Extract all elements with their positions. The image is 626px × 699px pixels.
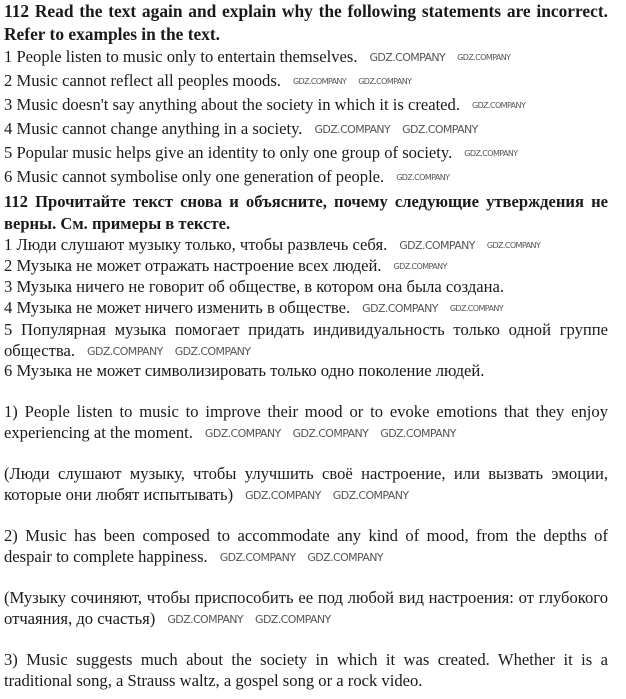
english-item: 5 Popular music helps give an identity to only one group of society. bbox=[4, 143, 453, 162]
answer-1-block bbox=[4, 401, 608, 443]
watermark: GDZ.COMPANY bbox=[174, 345, 251, 359]
watermark: GDZ.COMPANY bbox=[393, 262, 447, 272]
watermark: GDZ.COMPANY bbox=[245, 489, 321, 503]
watermark: GDZ.COMPANY bbox=[472, 101, 526, 111]
russian-item-row bbox=[4, 319, 608, 361]
watermark: GDZ.COMPANY bbox=[399, 239, 475, 253]
russian-item-row bbox=[4, 256, 608, 276]
watermark: GDZ.COMPANY bbox=[167, 613, 244, 627]
answer-2-block bbox=[4, 525, 608, 567]
watermark: GDZ.COMPANY bbox=[307, 551, 384, 565]
watermark: GDZ.COMPANY bbox=[396, 173, 450, 183]
english-item-row bbox=[4, 167, 608, 187]
watermark: GDZ.COMPANY bbox=[332, 489, 409, 503]
watermark: GDZ.COMPANY bbox=[449, 304, 504, 314]
english-item: 2 Music cannot reflect all peoples moods. bbox=[4, 71, 281, 90]
watermark: GDZ.COMPANY bbox=[380, 427, 456, 441]
russian-item: 4 Музыка не может ничего изменить в обществе. bbox=[4, 298, 351, 317]
watermark: GDZ.COMPANY bbox=[486, 241, 541, 251]
english-item: 3 Music doesn't say anything about the society in which it is created. bbox=[4, 95, 460, 114]
english-item: 4 Music cannot change anything in a society. bbox=[4, 119, 303, 138]
answer-2-translation-block bbox=[4, 587, 608, 629]
russian-section bbox=[4, 191, 608, 381]
english-item-row bbox=[4, 143, 608, 163]
watermark: GDZ.COMPANY bbox=[464, 149, 518, 159]
answer-3: 3) Music suggests much about the society in which it was created. Whether it is a traditional song, a Strauss waltz, a gospel song or a rock video. bbox=[4, 650, 608, 690]
watermark: GDZ.COMPANY bbox=[362, 302, 438, 316]
watermark: GDZ.COMPANY bbox=[358, 77, 412, 87]
english-item-row bbox=[4, 119, 608, 139]
watermark: GDZ.COMPANY bbox=[457, 53, 511, 63]
watermark: GDZ.COMPANY bbox=[292, 77, 347, 87]
answer-1-translation-block bbox=[4, 463, 608, 505]
watermark: GDZ.COMPANY bbox=[369, 51, 446, 65]
watermark: GDZ.COMPANY bbox=[219, 551, 296, 565]
english-item-row bbox=[4, 95, 608, 115]
russian-item: 2 Музыка не может отражать настроение всех людей. bbox=[4, 256, 382, 275]
russian-item: 6 Музыка не может символизировать только одно поколение людей. bbox=[4, 361, 485, 380]
russian-item: 5 Популярная музыка помогает придать индивидуальность только одной группе общества. bbox=[4, 320, 608, 360]
russian-item: 3 Музыка ничего не говорит об обществе, в котором она была создана. bbox=[4, 277, 505, 296]
russian-item-row bbox=[4, 298, 608, 318]
english-item-row bbox=[4, 47, 608, 67]
russian-task-title: 112 Прочитайте текст снова и объясните, почему следующие утверждения не верны. См. примеры в тексте. bbox=[4, 192, 608, 233]
russian-item-row bbox=[4, 277, 608, 297]
russian-item: 1 Люди слушают музыку только, чтобы развлечь себя. bbox=[4, 235, 388, 254]
english-item: 6 Music cannot symbolise only one generation of people. bbox=[4, 167, 385, 186]
answer-3-block bbox=[4, 649, 608, 691]
watermark: GDZ.COMPANY bbox=[402, 123, 478, 137]
english-task-title: 112 Read the text again and explain why the following statements are incorrect. Refer to examples in the text. bbox=[4, 1, 608, 44]
russian-item-row bbox=[4, 361, 608, 381]
answer-2: 2) Music has been composed to accommodate any kind of mood, from the depths of despair to complete happiness. bbox=[4, 526, 608, 566]
answer-2-translation: (Музыку сочиняют, чтобы приспособить ее под любой вид настроения: от глубокого отчаяния, до счастья) bbox=[4, 588, 608, 628]
watermark: GDZ.COMPANY bbox=[314, 123, 391, 137]
answer-1: 1) People listen to music to improve their mood or to evoke emotions that they enjoy experiencing at the moment. bbox=[4, 402, 608, 442]
english-item-row bbox=[4, 71, 608, 91]
watermark: GDZ.COMPANY bbox=[255, 613, 331, 627]
russian-item-row bbox=[4, 235, 608, 255]
watermark: GDZ.COMPANY bbox=[204, 427, 281, 441]
watermark: GDZ.COMPANY bbox=[292, 427, 369, 441]
english-item: 1 People listen to music only to entertain themselves. bbox=[4, 47, 358, 66]
answer-1-translation: (Люди слушают музыку, чтобы улучшить своё настроение, или вызвать эмоции, которые они любят испытывать) bbox=[4, 464, 608, 504]
watermark: GDZ.COMPANY bbox=[87, 345, 163, 359]
